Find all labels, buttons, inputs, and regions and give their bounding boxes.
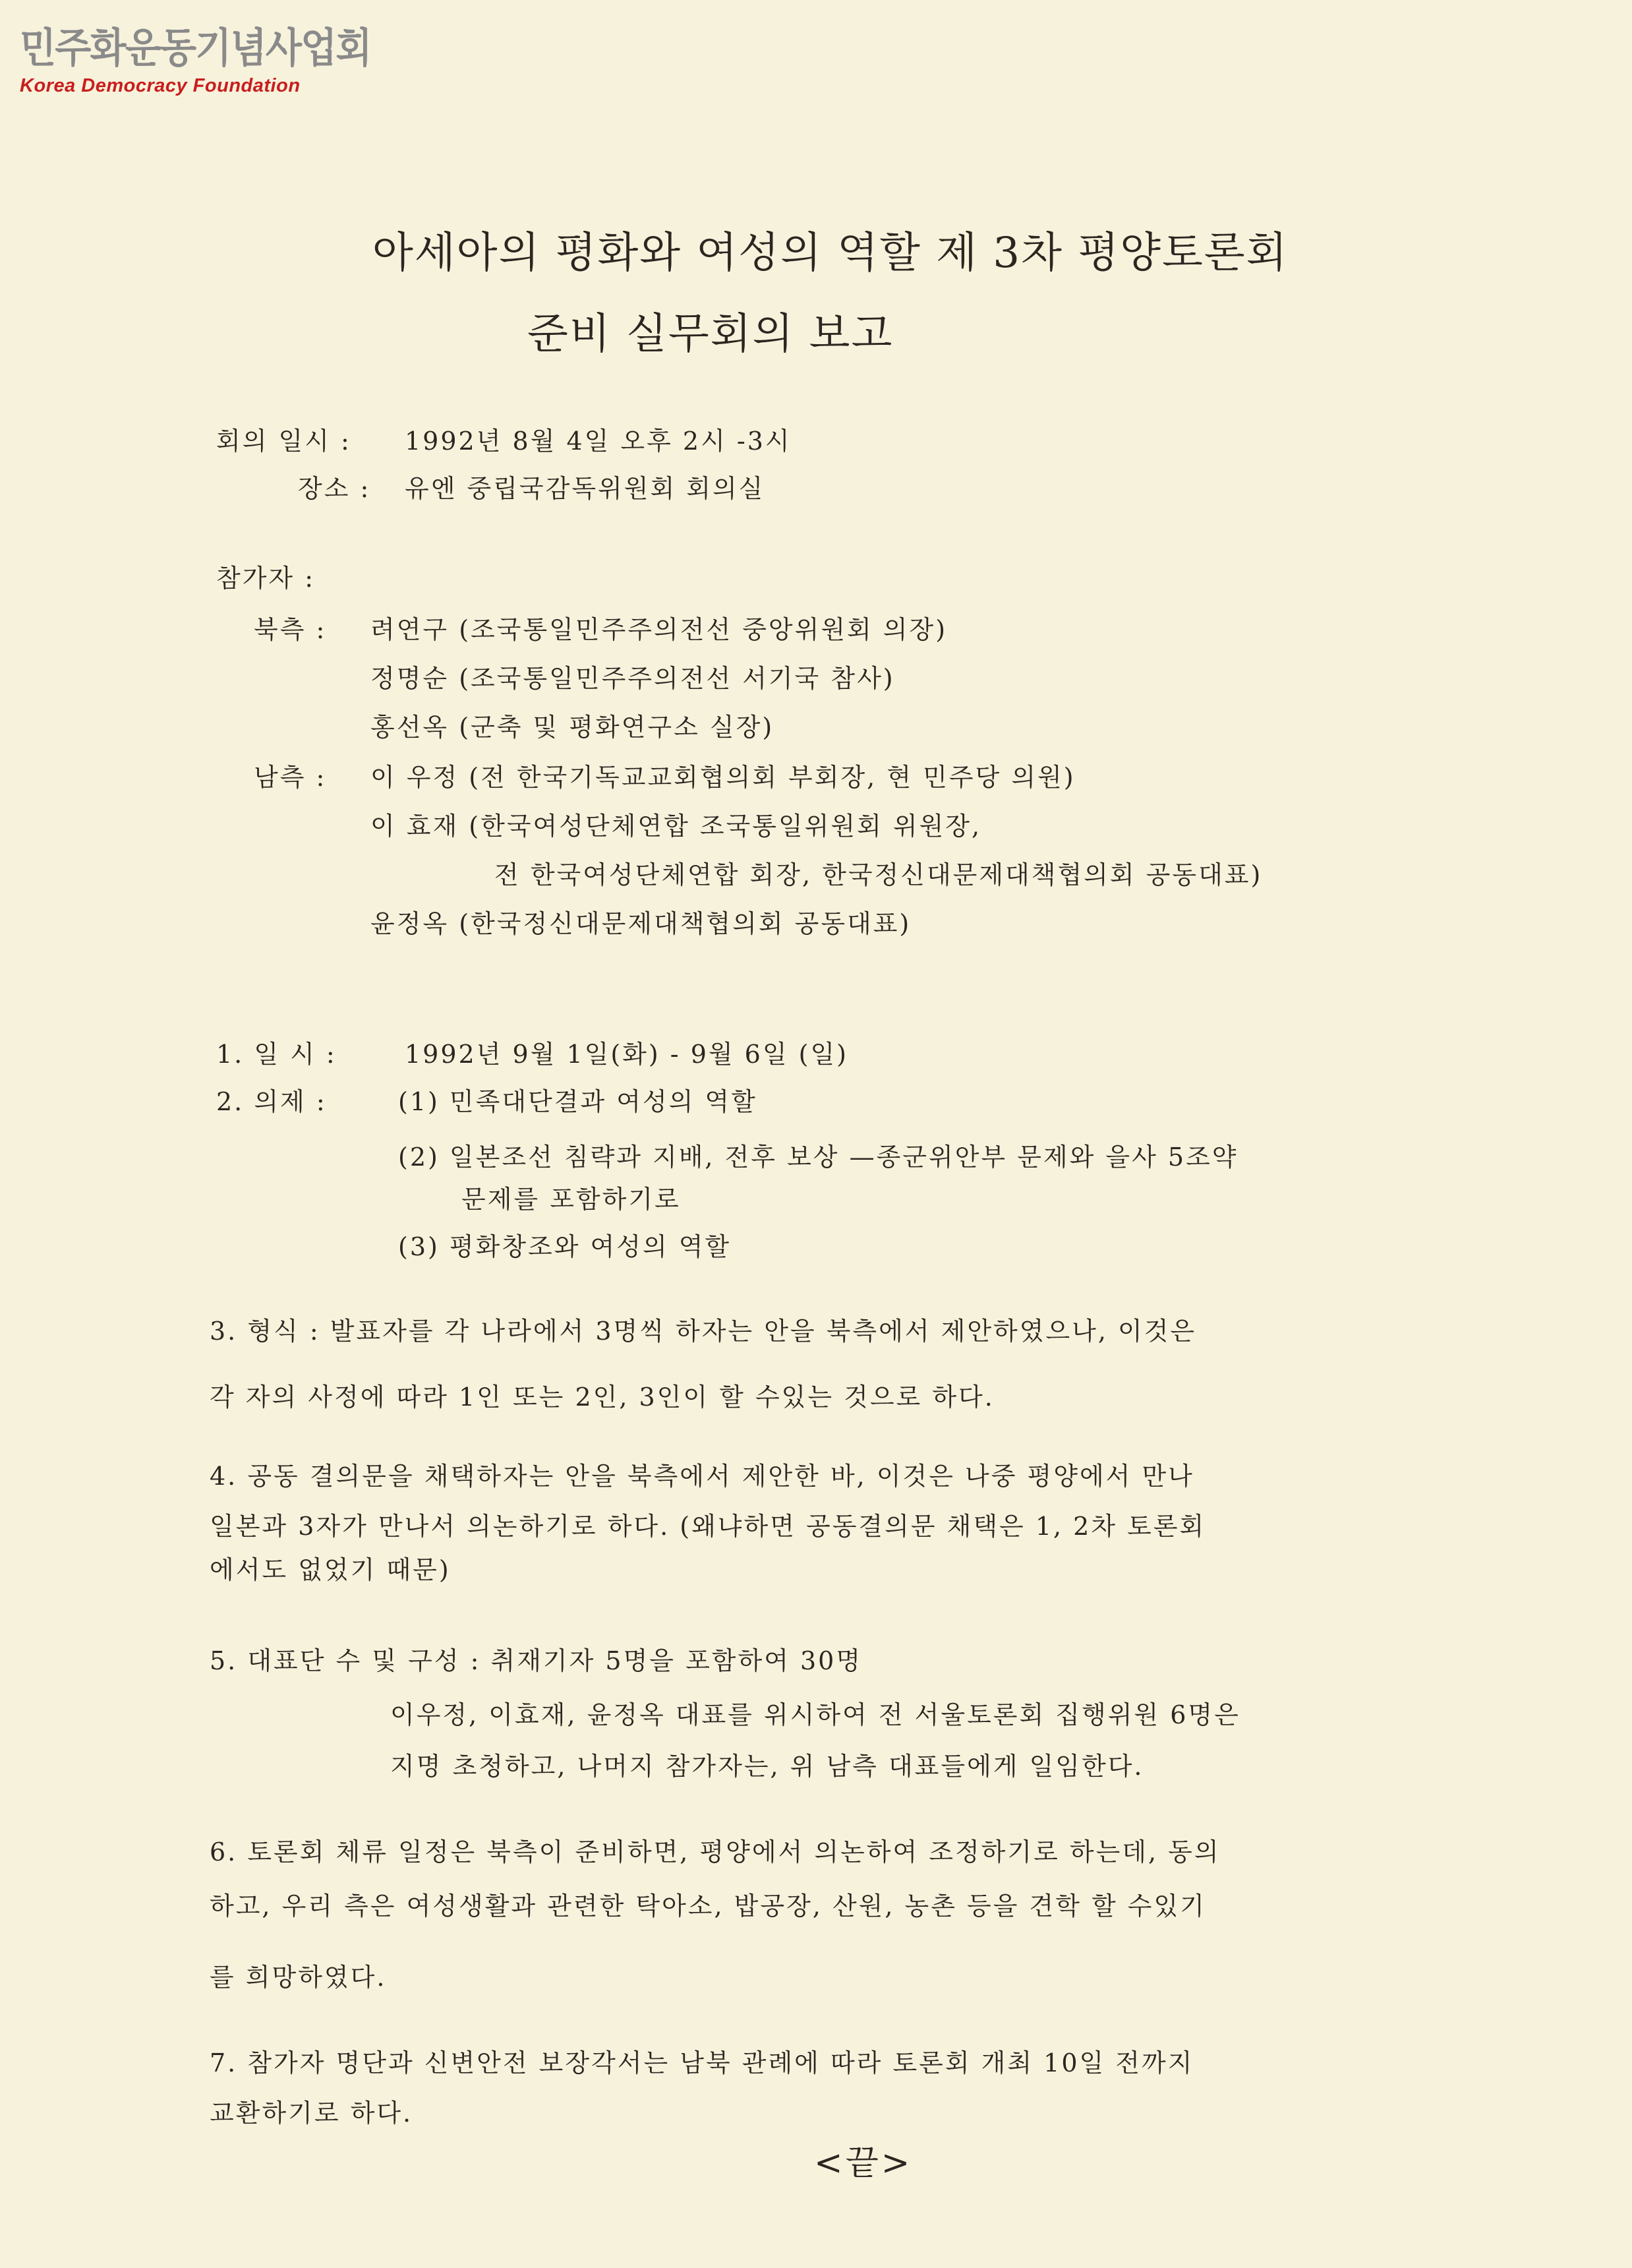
foundation-logo bbox=[20, 24, 401, 97]
item-3-line: 각 자의 사정에 따라 1인 또는 2인, 3인이 할 수있는 것으로 하다. bbox=[210, 1383, 995, 1412]
item-6-line: 6. 토론회 체류 일정은 북측이 준비하면, 평양에서 의논하여 조정하기로 하는데, 동의 bbox=[210, 1837, 1221, 1866]
item-6-line: 를 희망하였다. bbox=[210, 1963, 387, 1992]
item-5-line: 5. 대표단 수 및 구성 : 취재기자 5명을 포함하여 30명 bbox=[210, 1646, 863, 1675]
meeting-datetime-label: 회의 일시 : bbox=[216, 427, 351, 456]
item-6-line: 하고, 우리 측은 여성생활과 관련한 탁아소, 밥공장, 산원, 농촌 등을 견학 할 수있기 bbox=[210, 1892, 1206, 1921]
item-4-line: 일본과 3자가 만나서 의논하기로 하다. (왜냐하면 공동결의문 채택은 1, 2차 토론회 bbox=[210, 1512, 1206, 1541]
agenda-item: (2) 일본조선 침략과 지배, 전후 보상 —종군위안부 문제와 을사 5조약 bbox=[398, 1143, 1239, 1172]
item-5-line: 지명 초청하고, 나머지 참가자는, 위 남측 대표들에게 일임한다. bbox=[390, 1752, 1144, 1781]
meeting-place-label: 장소 : bbox=[298, 474, 371, 503]
meeting-place-value: 유엔 중립국감독위원회 회의실 bbox=[405, 474, 765, 503]
logo-english-text: Korea Democracy Foundation bbox=[20, 75, 301, 96]
item-1-value: 1992년 9월 1일(화) - 9월 6일 (일) bbox=[405, 1040, 848, 1069]
item-5-line: 이우정, 이효재, 윤정옥 대표를 위시하여 전 서울토론회 집행위원 6명은 bbox=[390, 1700, 1240, 1729]
item-4-line: 에서도 없었기 때문) bbox=[210, 1555, 451, 1584]
south-side-label: 남측 : bbox=[254, 763, 327, 792]
north-participant: 홍선옥 (군축 및 평화연구소 실장) bbox=[370, 713, 774, 742]
south-participant: 이 효재 (한국여성단체연합 조국통일위원회 위원장, bbox=[370, 812, 982, 841]
document-end-mark: <끝> bbox=[814, 2143, 913, 2183]
south-participant: 이 우정 (전 한국기독교교회협의회 부회장, 현 민주당 의원) bbox=[370, 763, 1076, 792]
agenda-item: (1) 민족대단결과 여성의 역할 bbox=[398, 1087, 757, 1116]
document-title-line2: 준비 실무회의 보고 bbox=[527, 310, 894, 359]
north-side-label: 북측 : bbox=[254, 615, 327, 644]
item-4-line: 4. 공동 결의문을 채택하자는 안을 북측에서 제안한 바, 이것은 나중 평양에서 만나 bbox=[210, 1462, 1194, 1491]
participants-label: 참가자 : bbox=[216, 564, 316, 593]
meeting-datetime-value: 1992년 8월 4일 오후 2시 -3시 bbox=[405, 427, 792, 456]
item-2-label: 2. 의제 : bbox=[216, 1087, 327, 1116]
item-3-line: 3. 형식 : 발표자를 각 나라에서 3명씩 하자는 안을 북측에서 제안하였으나, 이것은 bbox=[210, 1317, 1197, 1346]
south-participant-continued: 전 한국여성단체연합 회장, 한국정신대문제대책협의회 공동대표) bbox=[494, 860, 1263, 889]
item-7-line: 교환하기로 하다. bbox=[210, 2099, 413, 2128]
agenda-item: (3) 평화창조와 여성의 역할 bbox=[398, 1232, 732, 1261]
document-title-line1: 아세아의 평화와 여성의 역할 제 3차 평양토론회 bbox=[372, 229, 1289, 278]
north-participant: 정명순 (조국통일민주주의전선 서기국 참사) bbox=[370, 664, 895, 693]
logo-korean-text: 민주화운동기념사업회 bbox=[20, 24, 371, 72]
north-participant: 려연구 (조국통일민주주의전선 중앙위원회 의장) bbox=[370, 615, 948, 644]
item-1-label: 1. 일 시 : bbox=[216, 1040, 337, 1069]
south-participant: 윤정옥 (한국정신대문제대책협의회 공동대표) bbox=[370, 909, 912, 938]
agenda-item-continued: 문제를 포함하기로 bbox=[461, 1185, 681, 1214]
item-7-line: 7. 참가자 명단과 신변안전 보장각서는 남북 관례에 따라 토론회 개최 10일 전까지 bbox=[210, 2048, 1194, 2077]
